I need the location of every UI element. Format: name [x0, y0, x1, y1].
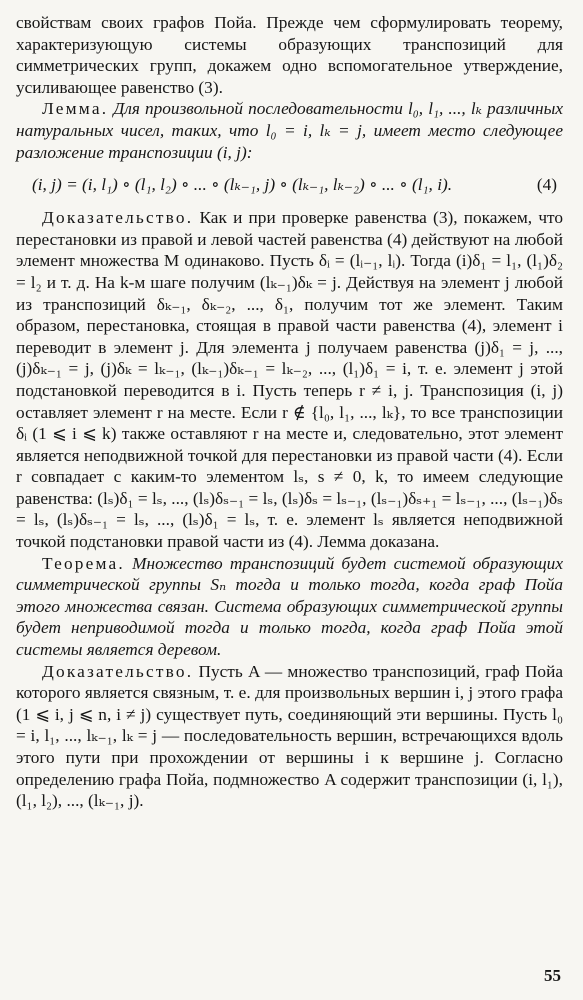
formula-text: (i, j) = (i, l₁) ∘ (l₁, l₂) ∘ ... ∘ (lₖ₋₁, j) ∘ (lₖ₋₁, lₖ₋₂) ∘ ... ∘ (l₁, i).: [32, 175, 453, 195]
text-block-top: [16, 12, 563, 163]
page-number: 55: [544, 966, 561, 985]
text-run: Лемма.: [42, 99, 109, 119]
text-run: Теорема.: [42, 553, 125, 573]
text-run: Пусть A — множество транспозиций, граф Пойа которого является связным, т. е. для произвольных вершин i, j этого графа (1 ⩽ i, j ⩽ n, i ≠ j) существует путь, соединяющий эти вершины. Пусть l₀ = i, l₁, ..., lₖ₋₁, lₖ = j — последовательность вершин, встречающихся вдоль этого пути при прохождении от вершины i к вершине j. Согласно определению графа Пойа, подмножество A содержит транспозиции (i, l₁), (l₁, l₂), ..., (lₖ₋₁, j).: [16, 661, 563, 811]
text-run: Доказательство.: [42, 661, 194, 681]
text-run: свойствам своих графов Пойа. Прежде чем сформулировать теорему, характеризующую системы образующих транспозиций для симметрических групп, докажем одно вспомогательное утверждение, усиливающее равенство (3).: [16, 13, 563, 97]
text-run: Для произвольной последовательности l₀, l₁, ..., lₖ различных натуральных чисел, таких, что l₀ = i, lₖ = j, имеет место следующее разложение транспозиции (i, j):: [16, 99, 563, 162]
text-run: Множество транспозиций будет системой образующих симметрической группы Sₙ тогда и только тогда, когда граф Пойа этого множества связан. Система образующих симметрической группы будет неприводимой тогда и только тогда, когда граф Пойа этой системы является деревом.: [16, 553, 563, 660]
formula-4: [16, 163, 563, 207]
text-run: Как и при проверке равенства (3), покажем, что перестановки из правой и левой частей равенства (4) действуют на любой элемент множества M одинаково. Пусть δᵢ = (lᵢ₋₁, lᵢ). Тогда (i)δ₁ = l₁, (l₁)δ₂ = l₂ и т. д. На k-м шаге получим (lₖ₋₁)δₖ = j. Действуя на элемент j любой из транспозиций δₖ₋₁, δₖ₋₂, ..., δ₁, получим тот же элемент. Таким образом, перестановка, стоящая в правой части равенства (4), элемент i переводит в элемент j. Для элемента j получаем равенства (j)δ₁ = j, ..., (j)δₖ₋₁ = j, (j)δₖ = lₖ₋₁, (lₖ₋₁)δₖ₋₁ = lₖ₋₂, ..., (l₁)δ₁ = i, т. е. элемент j этой подстановкой переводится в i. Пусть теперь r ≠ i, j. Транспозиция (i, j) оставляет элемент r на месте. Если r ∉ {l₀, l₁, ..., lₖ}, то все транспозиции δᵢ (1 ⩽ i ⩽ k) также оставляют r на месте и, следовательно, этот элемент является неподвижной точкой для перестановки из правой части (4). Если r совпадает с каким-то элементом lₛ, s ≠ 0, k, то имеем следующие равенства: (lₛ)δ₁ = lₛ, ..., (lₛ)δₛ₋₁ = lₛ, (lₛ)δₛ = lₛ₋₁, (lₛ₋₁)δₛ₊₁ = lₛ₋₁, ..., (lₛ₋₁)δₛ = lₛ, (lₛ)δₛ₋₁ = lₛ, ..., (lₛ)δ₁ = lₛ, т. е. элемент lₛ является неподвижной точкой подстановки правой части из (4). Лемма доказана.: [16, 208, 563, 552]
paragraph-p1: [16, 98, 563, 163]
paragraph-p2: [16, 207, 563, 553]
paragraph-p0: [16, 12, 563, 98]
equation-number: (4): [536, 175, 557, 195]
text-run: Доказательство.: [42, 208, 194, 228]
paragraph-p3: [16, 553, 563, 661]
paragraph-p4: [16, 661, 563, 812]
text-block-bottom: [16, 207, 563, 812]
